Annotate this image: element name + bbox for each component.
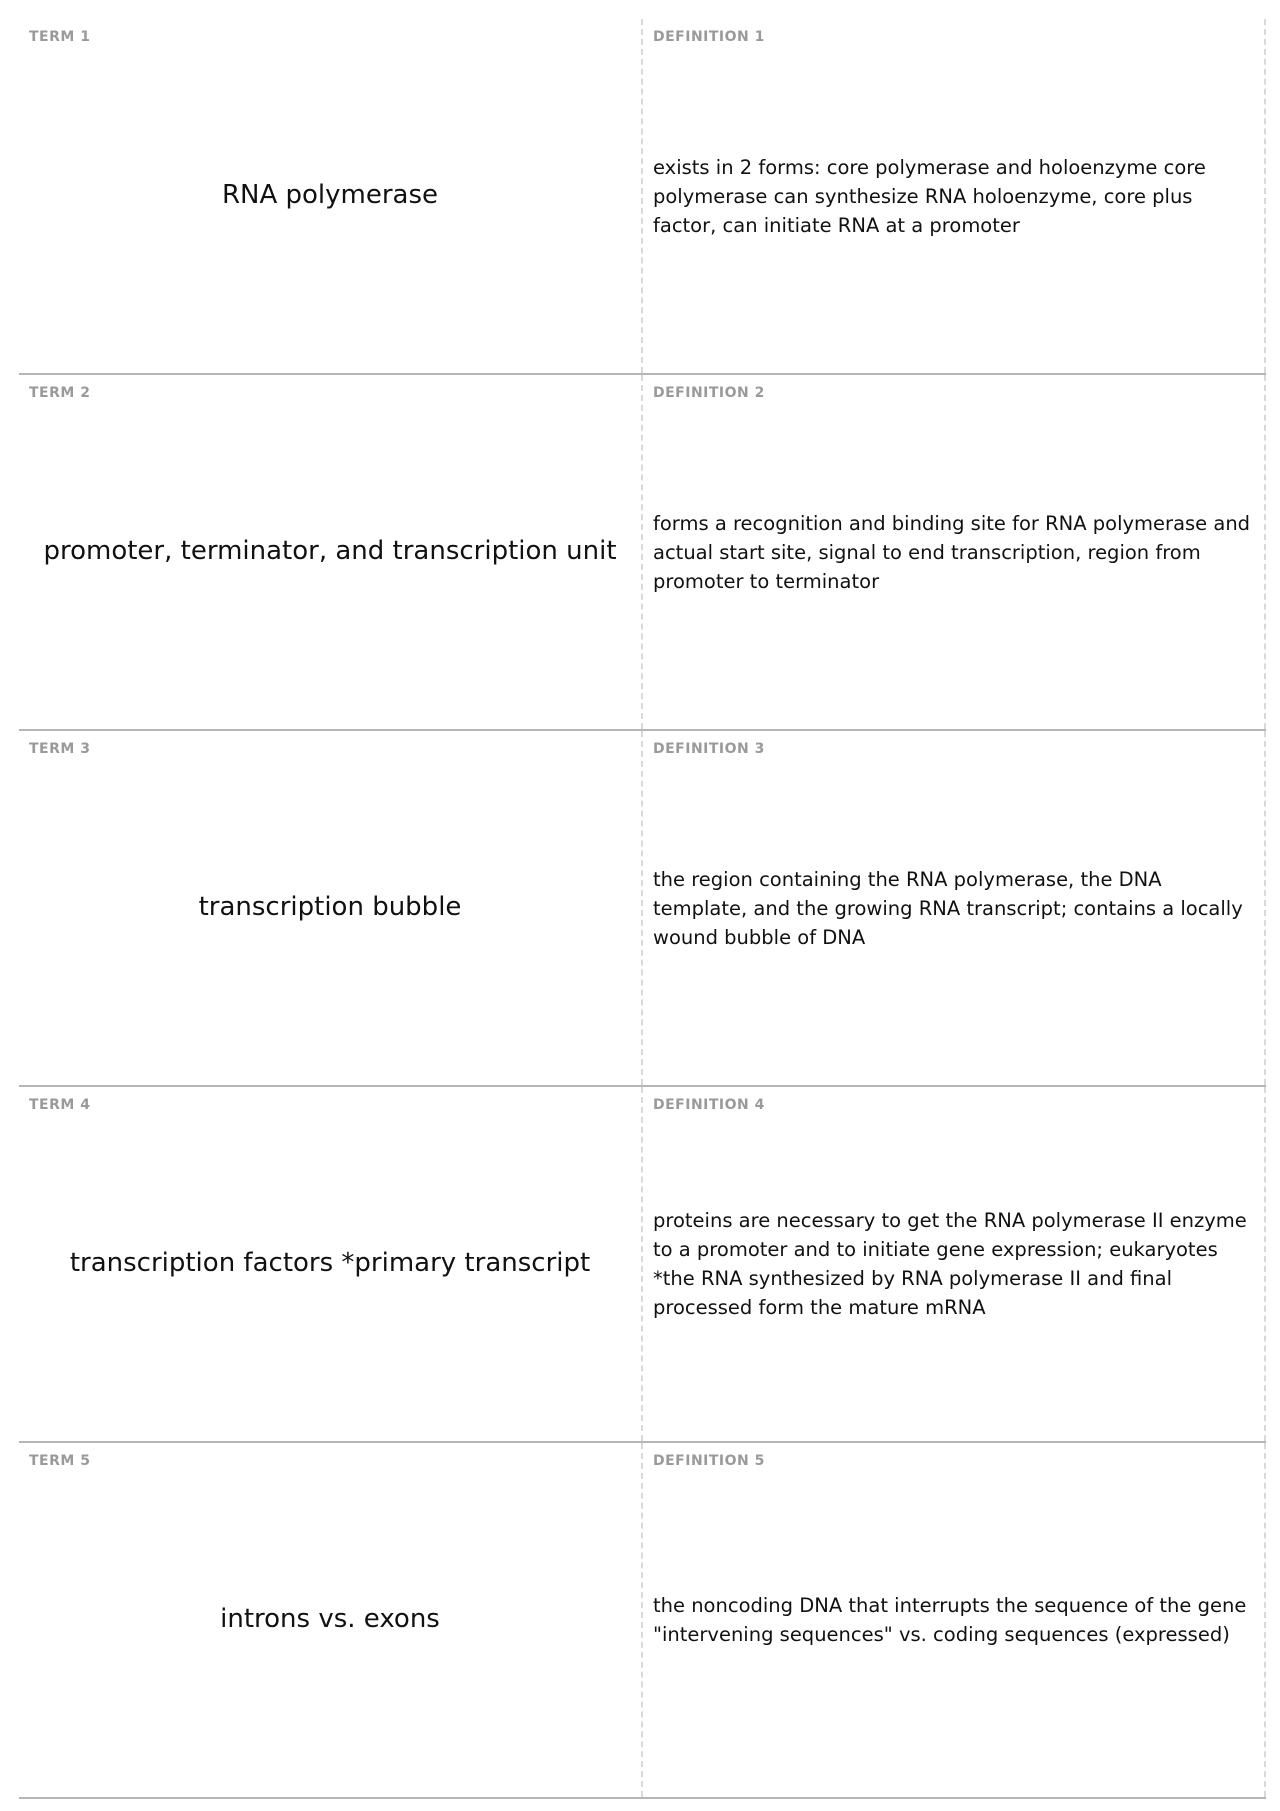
definition-label: DEFINITION 4 xyxy=(653,1097,765,1113)
term-text: RNA polymerase xyxy=(221,180,439,211)
card-row-1 xyxy=(19,19,1266,375)
definition-label: DEFINITION 2 xyxy=(653,385,765,401)
definition-cell xyxy=(643,1087,1266,1441)
term-cell xyxy=(19,1087,643,1441)
definition-cell xyxy=(643,1443,1266,1797)
definition-cell xyxy=(643,19,1266,373)
definition-label: DEFINITION 3 xyxy=(653,741,765,757)
card-row-5 xyxy=(19,1443,1266,1799)
definition-text: exists in 2 forms: core polymerase and holoenzyme core polymerase can synthesize RNA holoenzyme, core plus factor, can initiate RNA at a promoter xyxy=(653,155,1206,237)
term-cell xyxy=(19,19,643,373)
card-row-4 xyxy=(19,1087,1266,1443)
definition-cell xyxy=(643,375,1266,729)
definition-text: proteins are necessary to get the RNA polymerase II enzyme to a promoter and to initiate gene expression; eukaryotes *the RNA synthesized by RNA polymerase II and final processed form the mature mRNA xyxy=(653,1209,1247,1319)
term-text: promoter, terminator, and transcription unit xyxy=(43,536,617,567)
definition-text: the noncoding DNA that interrupts the sequence of the gene "intervening sequences" vs. coding sequences (expressed) xyxy=(653,1594,1247,1646)
card-row-2 xyxy=(19,375,1266,731)
term-cell xyxy=(19,375,643,729)
definition-text: the region containing the RNA polymerase, the DNA template, and the growing RNA transcript; contains a locally wound bubble of DNA xyxy=(653,867,1243,949)
term-text: transcription bubble xyxy=(198,892,462,923)
term-label: TERM 4 xyxy=(29,1097,91,1113)
definition-text: forms a recognition and binding site for RNA polymerase and actual start site, signal to end transcription, region from promoter to terminator xyxy=(653,511,1251,593)
term-label: TERM 3 xyxy=(29,741,91,757)
term-label: TERM 2 xyxy=(29,385,91,401)
term-label: TERM 5 xyxy=(29,1453,91,1469)
card-row-3 xyxy=(19,731,1266,1087)
flashcard-sheet xyxy=(19,19,1266,1799)
term-text: introns vs. exons xyxy=(220,1604,440,1635)
term-label: TERM 1 xyxy=(29,29,91,45)
definition-cell xyxy=(643,731,1266,1085)
definition-label: DEFINITION 5 xyxy=(653,1453,765,1469)
definition-label: DEFINITION 1 xyxy=(653,29,765,45)
term-text: transcription factors *primary transcript xyxy=(69,1248,591,1279)
term-cell xyxy=(19,1443,643,1797)
term-cell xyxy=(19,731,643,1085)
